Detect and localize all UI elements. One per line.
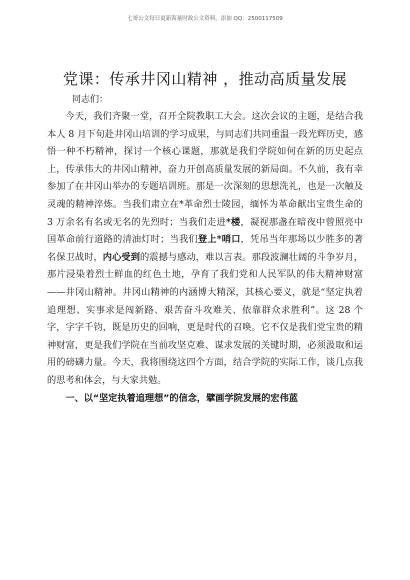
- document-title: 党课：传承井冈山精神 ，推动高质量发展: [62, 70, 348, 88]
- greeting: 同志们：: [72, 95, 109, 105]
- paragraph-text: 的震撼与感动，难以言表。那段波澜壮阔的斗争岁月，那片浸染着烈士鲜血的红色土地，孕育了我们党和人民军队的伟大精神财富——井冈山精神。井冈山精神的内涵博大精深，其核心要义，就是“坚定执着追理想、实事求是闯新路、艰苦奋斗攻难关、依靠群众求胜利”。这 28 个字，字字千钧，既是历史的回响，更是时代的召唤。它不仅是我们党宝贵的精神财富，更是我们学院在当前攻坚克难、谋求发展的关键时期，必须汲取和运用的磅礴力量。今天，我将围绕这四个方面，结合学院的实际工作，谈几点我的思考和体会，与大家共勉。: [47, 251, 364, 386]
- body-paragraph: [47, 108, 363, 390]
- paragraph-text: ，凭吊当年那场以少胜多的著名保卫战时，: [47, 234, 364, 263]
- bold-text: *楼: [226, 216, 241, 228]
- header-note: 七哥公文每日更新海量时政公文资料，添加 QQ：2500117509: [127, 16, 283, 22]
- bold-text: 登上*哨口: [197, 234, 241, 246]
- bold-text: 内心受到: [102, 251, 140, 263]
- document-body: [47, 108, 363, 407]
- section-heading: 一、以“坚定执着追理想”的信念，擘画学院发展的宏伟蓝: [65, 392, 298, 404]
- paragraph-text: ，凝视那盏在暗夜中曾照亮中国革命前行道路的清油灯时；当我们: [47, 216, 364, 246]
- paragraph-text: 今天，我们齐聚一堂，召开全院教职工大会。这次会议的主题，是结合我本人 8 月下旬赴井冈山培训的学习成果，与同志们共同重温一段光辉历史，感悟一种不朽精神，探讨一个核心课题，那就是我们学院如何在新的历史起点上，传承伟大的井冈山精神，奋力开创高质量发展的新局面。不久前，我有幸参加了在井冈山举办的专题培训班。那是一次深刻的思想洗礼，也是一次触及灵魂的精神淬炼。当我们肃立在*革命烈士陵园，缅怀为革命献出宝贵生命的 3 万余名有名或无名的先烈时；当我们走进: [47, 111, 363, 228]
